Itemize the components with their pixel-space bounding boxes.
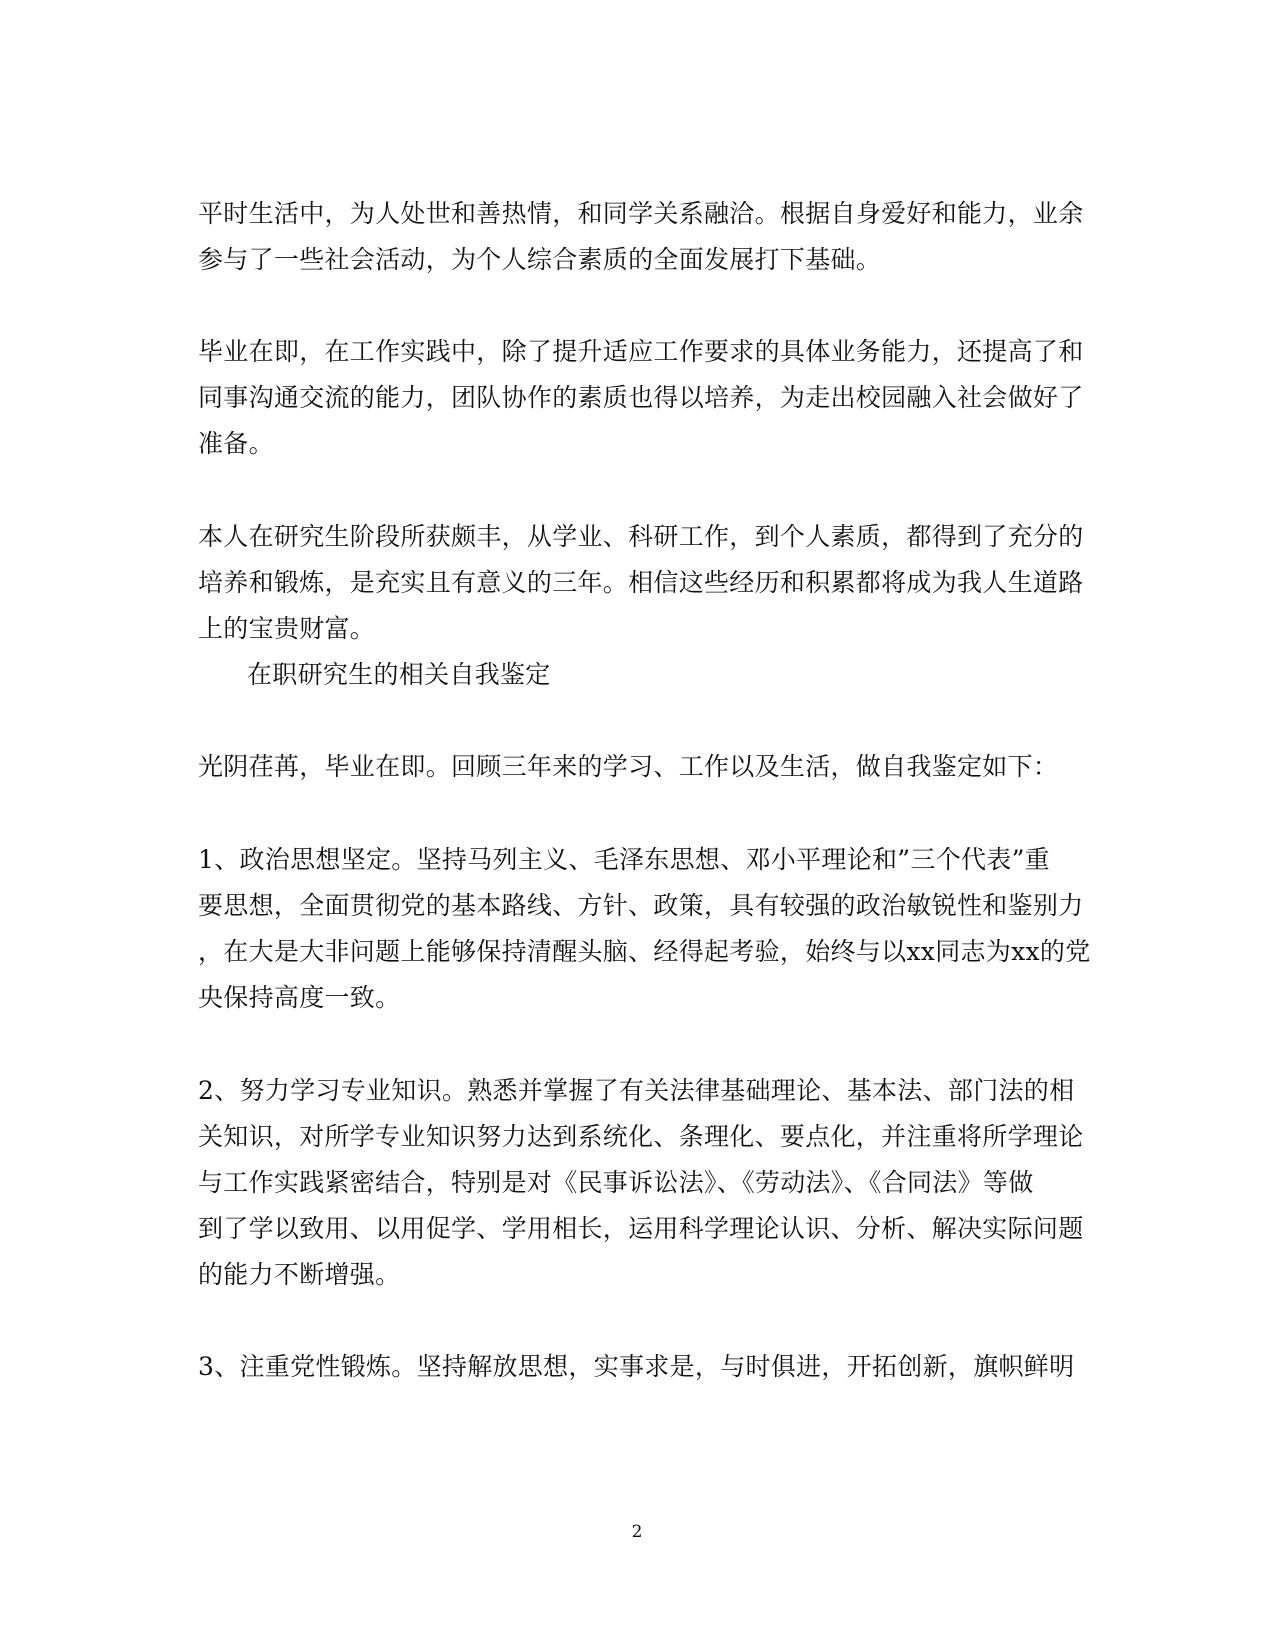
text-line: ，在大是大非问题上能够保持清醒头脑、经得起考验，始终与以xx同志为xx的党 [198,937,1091,966]
text-line: 到了学以致用、以用促学、学用相长，运用科学理论认识、分析、解决实际问题 [198,1214,1084,1243]
text-line: 1、政治思想坚定。坚持马列主义、毛泽东思想、邓小平理论和”三个代表”重 [198,845,1050,874]
section-heading: 在职研究生的相关自我鉴定 [247,660,551,689]
text-line: 央保持高度一致。 [198,983,401,1012]
text-line: 平时生活中，为人处世和善热情，和同学关系融洽。根据自身爱好和能力，业余 [198,199,1084,228]
text-line: 准备。 [198,429,274,458]
page-number: 2 [631,1522,643,1542]
text-line: 2、努力学习专业知识。熟悉并掌握了有关法律基础理论、基本法、部门法的相 [198,1076,1075,1105]
text-line: 的能力不断增强。 [198,1260,401,1289]
text-line: 培养和锻炼，是充实且有意义的三年。相信这些经历和积累都将成为我人生道路 [198,568,1084,597]
text-line: 关知识，对所学专业知识努力达到系统化、条理化、要点化，并注重将所学理论 [198,1122,1084,1151]
text-line: 本人在研究生阶段所获颇丰，从学业、科研工作，到个人素质，都得到了充分的 [198,522,1084,551]
text-line: 要思想，全面贯彻党的基本路线、方针、政策，具有较强的政治敏锐性和鉴别力 [198,891,1084,920]
text-line: 上的宝贵财富。 [198,614,376,643]
text-line: 与工作实践紧密结合，特别是对《民事诉讼法》、《劳动法》、《合同法》等做 [198,1168,1034,1197]
text-line: 光阴荏苒，毕业在即。回顾三年来的学习、工作以及生活，做自我鉴定如下： [198,752,1059,781]
text-line: 3、注重党性锻炼。坚持解放思想，实事求是，与时俱进，开拓创新，旗帜鲜明 [198,1352,1075,1381]
text-line: 毕业在即，在工作实践中，除了提升适应工作要求的具体业务能力，还提高了和 [198,337,1084,366]
text-line: 同事沟通交流的能力，团队协作的素质也得以培养，为走出校园融入社会做好了 [198,383,1084,412]
text-line: 参与了一些社会活动，为个人综合素质的全面发展打下基础。 [198,245,882,274]
